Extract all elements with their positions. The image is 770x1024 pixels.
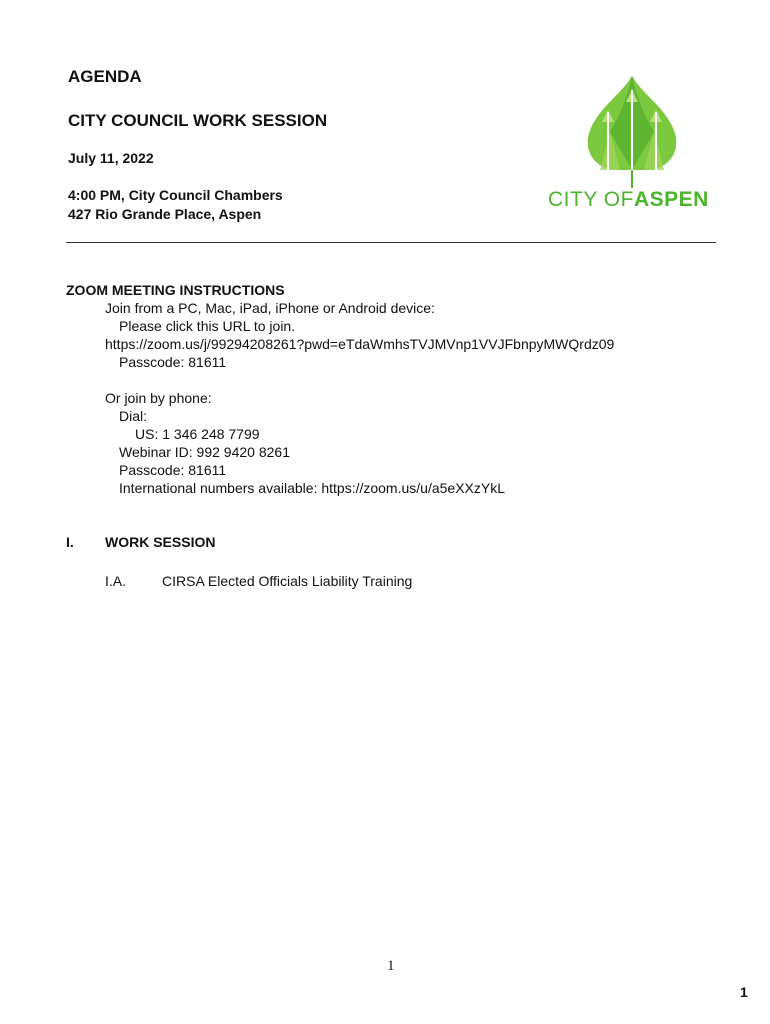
agenda-item-number: I.A. xyxy=(105,573,127,589)
phone-heading: Or join by phone: xyxy=(105,390,212,406)
meeting-time-location: 4:00 PM, City Council Chambers xyxy=(68,187,283,203)
meeting-type: CITY COUNCIL WORK SESSION xyxy=(68,111,328,130)
phone-us-number: US: 1 346 248 7799 xyxy=(135,426,260,442)
meeting-address: 427 Rio Grande Place, Aspen xyxy=(68,206,262,222)
page-number-corner: 1 xyxy=(740,984,748,1000)
zoom-url-link[interactable]: https://zoom.us/j/99294208261?pwd=eTdaWmhsTVJMVnp1VVJFbnpyMWQrdz09 xyxy=(105,336,615,352)
logo-city-of: CITY OF xyxy=(548,188,634,211)
phone-international: International numbers available: https://zoom.us/u/a5eXXzYkL xyxy=(119,480,505,496)
phone-dial-label: Dial: xyxy=(119,408,148,424)
meeting-date: July 11, 2022 xyxy=(68,150,154,166)
page-number-center: 1 xyxy=(387,958,395,974)
zoom-join-device: Join from a PC, Mac, iPad, iPhone or Android device: xyxy=(105,300,435,316)
header-divider xyxy=(66,242,716,243)
zoom-heading: ZOOM MEETING INSTRUCTIONS xyxy=(66,282,285,298)
zoom-click-url: Please click this URL to join. xyxy=(119,318,296,334)
section-numeral: I. xyxy=(66,534,74,550)
phone-passcode: Passcode: 81611 xyxy=(119,462,227,478)
logo-aspen: ASPEN xyxy=(633,188,709,211)
logo-wordmark xyxy=(548,188,709,212)
aspen-leaf-icon xyxy=(548,72,710,190)
section-title: WORK SESSION xyxy=(105,534,216,550)
zoom-passcode: Passcode: 81611 xyxy=(119,354,227,370)
phone-webinar-id: Webinar ID: 992 9420 8261 xyxy=(119,444,290,460)
agenda-item-title: CIRSA Elected Officials Liability Training xyxy=(162,573,413,589)
agenda-title: AGENDA xyxy=(68,67,142,86)
